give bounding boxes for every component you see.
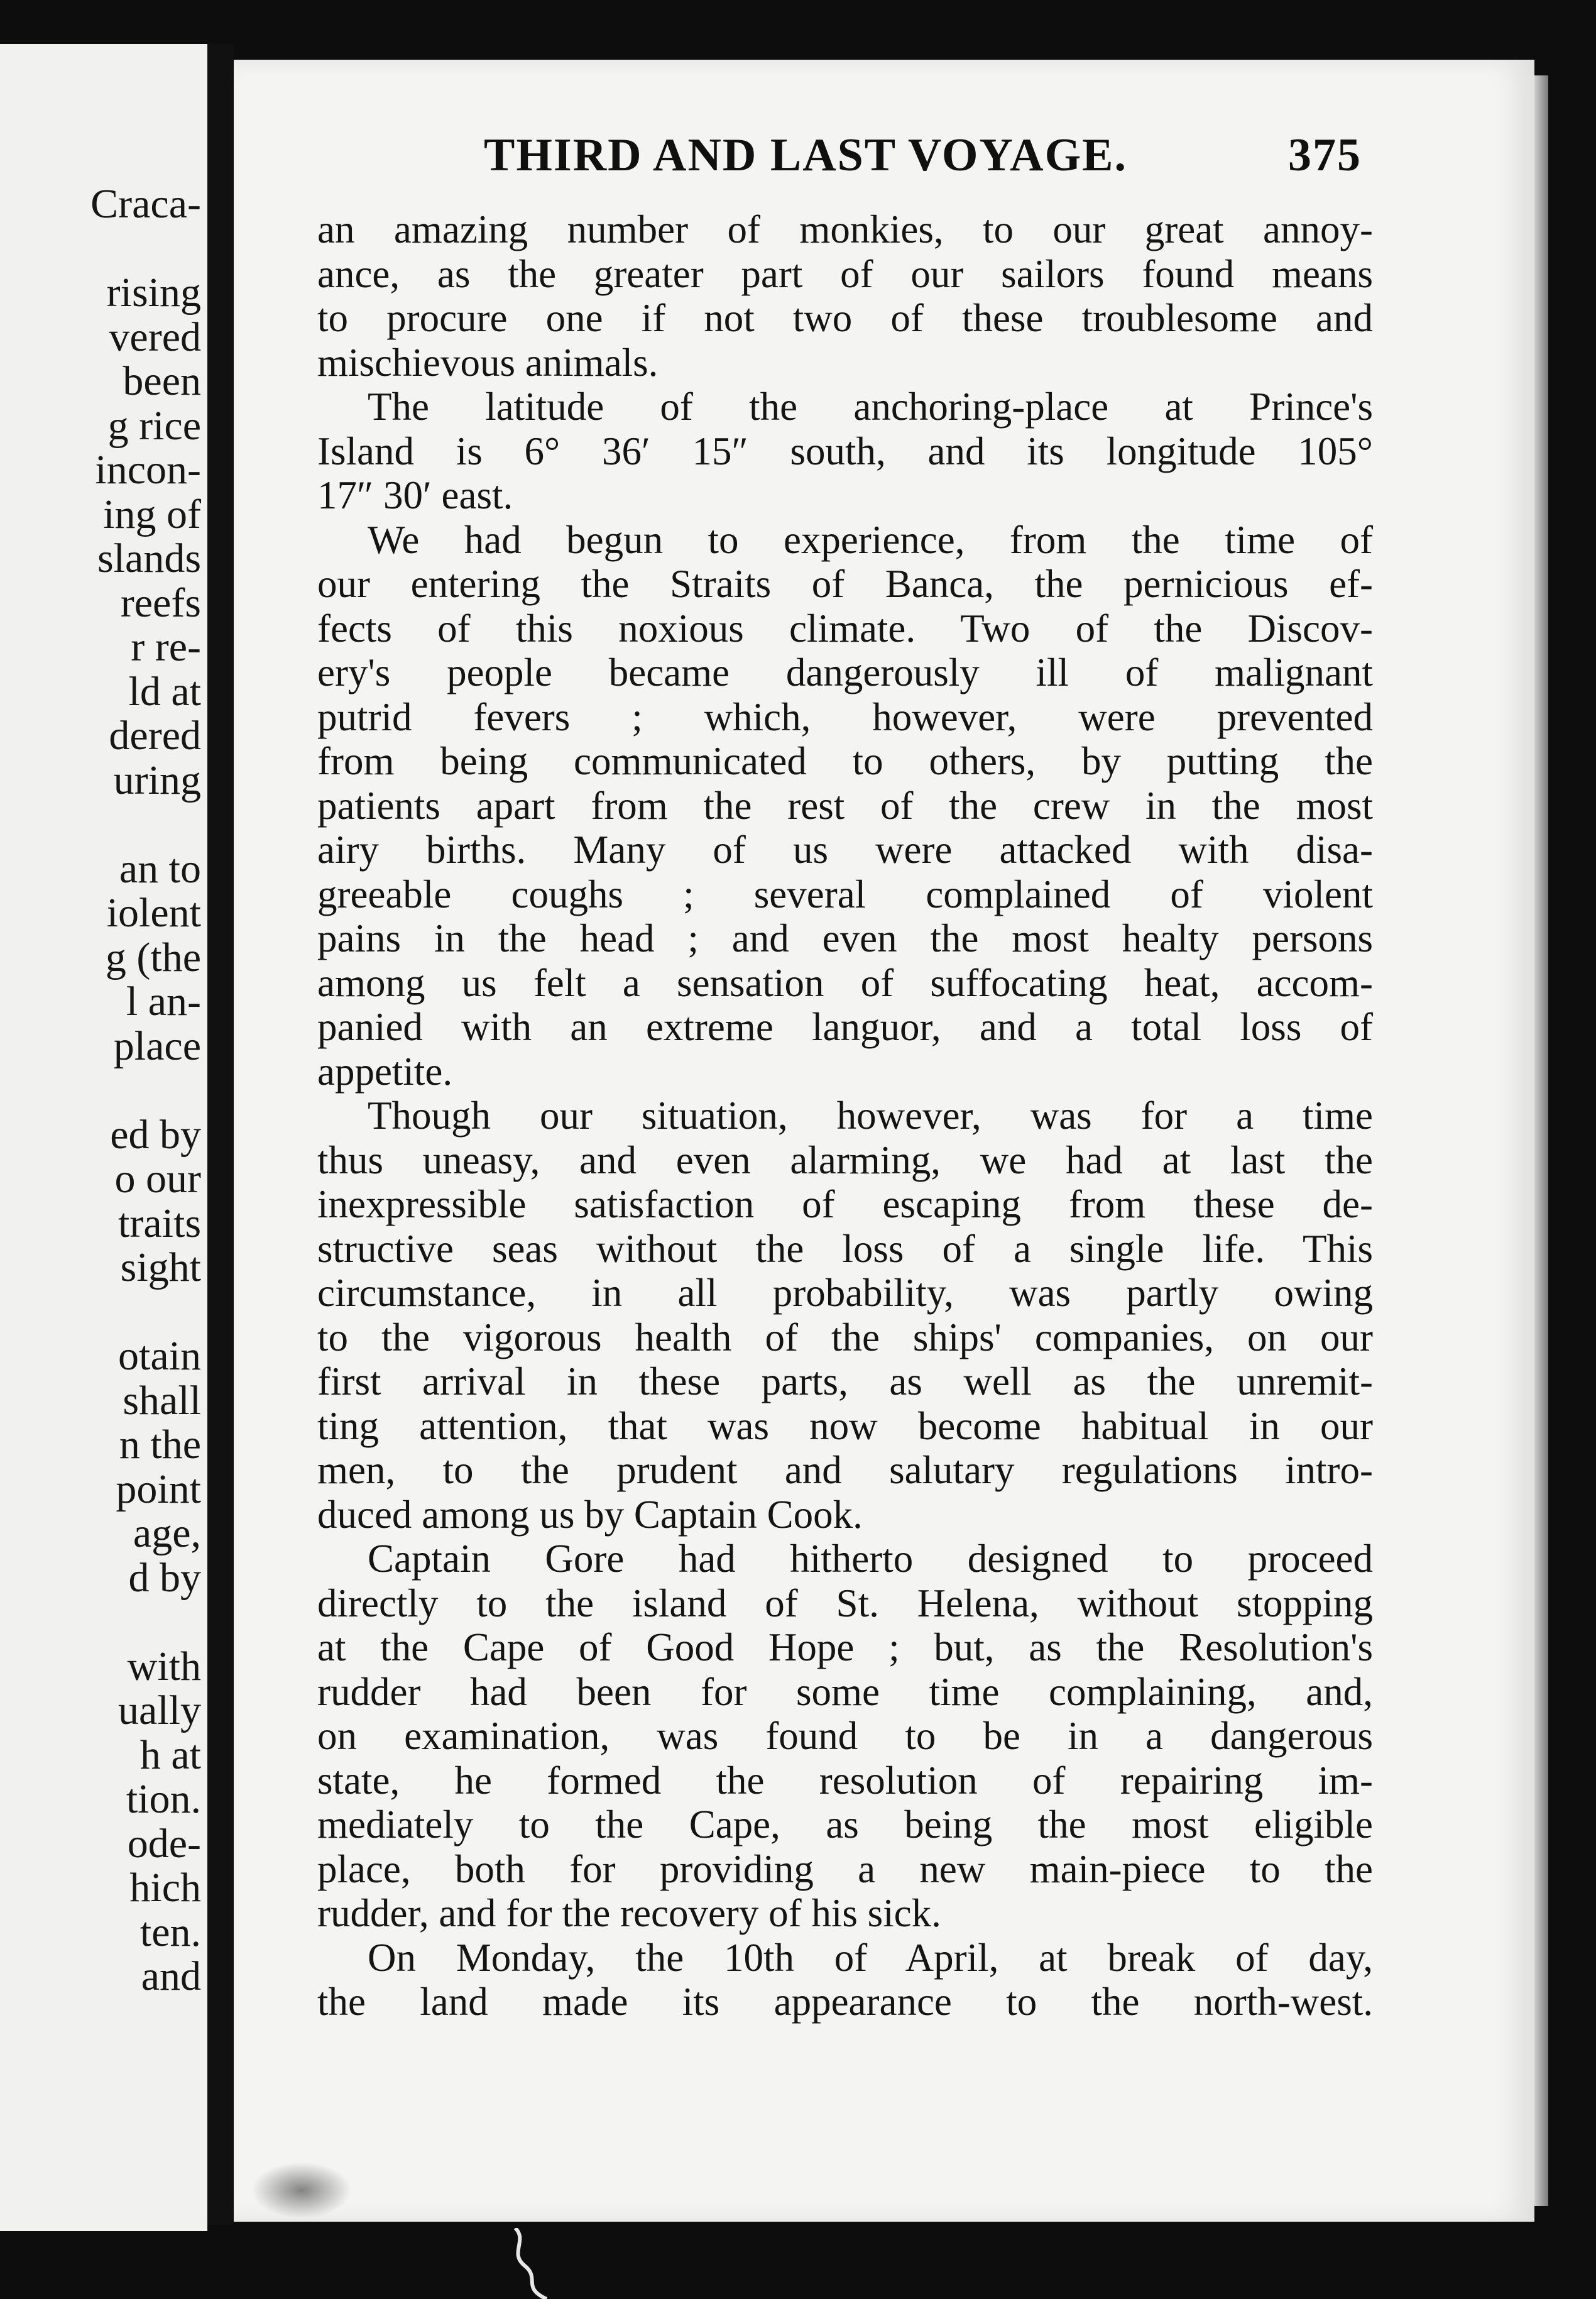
facing-page-line: l an-	[126, 979, 201, 1024]
text-line: appetite.	[317, 1049, 453, 1094]
facing-page-line: sight	[120, 1244, 201, 1290]
text-line: mischievous animals.	[317, 340, 659, 385]
facing-page-line: dered	[109, 713, 201, 759]
facing-page-line: point	[116, 1466, 201, 1512]
facing-page-line: ld at	[128, 668, 201, 715]
facing-page-line: g rice	[107, 402, 201, 449]
facing-page-line: n the	[119, 1422, 201, 1468]
text-line: structive seas without the loss of a single life. This	[317, 1226, 1373, 1271]
facing-page-line: tion.	[126, 1776, 201, 1822]
text-line: directly to the island of St. Helena, without stopping	[317, 1581, 1373, 1625]
facing-page-line: shall	[123, 1377, 201, 1424]
text-line: state, he formed the resolution of repairing im-	[317, 1758, 1373, 1802]
text-line: ery's people became dangerously ill of malignant	[317, 650, 1373, 694]
facing-page-line: rising	[106, 270, 201, 315]
text-line: Though our situation, however, was for a time	[368, 1094, 1373, 1138]
facing-page-line: been	[123, 358, 201, 404]
facing-page-line: ten.	[139, 1909, 201, 1955]
text-line: ting attention, that was now become habitual in our	[317, 1403, 1373, 1448]
text-line: an amazing number of monkies, to our great annoy-	[317, 207, 1373, 251]
running-title: THIRD AND LAST VOYAGE.	[484, 129, 1127, 181]
text-line: pains in the head ; and even the most healty persons	[317, 916, 1373, 960]
book-gutter	[207, 44, 234, 2225]
scan-artifact-mark	[503, 2228, 572, 2299]
facing-page-line: uring	[113, 757, 201, 803]
facing-page-line: ually	[118, 1687, 201, 1733]
ink-smudge	[251, 2162, 352, 2219]
text-line: mediately to the Cape, as being the most eligible	[317, 1802, 1373, 1846]
facing-page-line: and	[141, 1953, 201, 1999]
facing-page-line: otain	[118, 1333, 201, 1379]
body-text	[317, 207, 1373, 2024]
text-line: greeable coughs ; several complained of violent	[317, 872, 1373, 916]
facing-page-line	[0, 227, 201, 272]
text-line: fects of this noxious climate. Two of the Discov-	[317, 606, 1373, 650]
text-line: men, to the prudent and salutary regulations intro-	[317, 1448, 1373, 1492]
text-line: inexpressible satisfaction of escaping from these de-	[317, 1182, 1373, 1226]
facing-page-line: r re-	[131, 624, 201, 670]
facing-page-line: iolent	[106, 890, 201, 936]
text-line: thus uneasy, and even alarming, we had at last the	[317, 1138, 1373, 1182]
text-line: Island is 6° 36′ 15″ south, and its longitude 105°	[317, 429, 1373, 473]
facing-page-line: g (the	[105, 934, 201, 980]
text-line: our entering the Straits of Banca, the pernicious ef-	[317, 562, 1373, 606]
text-line: among us felt a sensation of suffocating heat, accom-	[317, 960, 1373, 1005]
text-line: duced among us by Captain Cook.	[317, 1492, 863, 1537]
facing-page-line: age,	[133, 1510, 201, 1556]
text-line: patients apart from the rest of the crew in the most	[317, 783, 1373, 828]
facing-page-text	[0, 182, 201, 1999]
facing-page-line: o our	[114, 1156, 201, 1202]
text-line: putrid fevers ; which, however, were prevented	[317, 694, 1373, 739]
facing-page-line	[0, 1290, 201, 1335]
facing-page-line: h at	[139, 1731, 201, 1778]
text-line: place, both for providing a new main-piece to the	[317, 1846, 1373, 1891]
facing-page-line: ing of	[103, 491, 201, 537]
facing-page-line: place	[113, 1023, 201, 1069]
facing-page-line	[0, 1068, 201, 1113]
facing-page-line: d by	[128, 1554, 201, 1601]
facing-page-line: traits	[118, 1200, 201, 1246]
facing-page-line: ed by	[110, 1111, 201, 1158]
text-line: to procure one if not two of these troublesome and	[317, 296, 1373, 340]
facing-page-line: with	[127, 1643, 201, 1689]
text-line: 17″ 30′ east.	[317, 473, 513, 517]
page-edge	[1534, 75, 1548, 2206]
facing-page-line: vered	[109, 314, 201, 360]
text-line: the land made its appearance to the north-west.	[317, 1980, 1373, 2024]
facing-page-left	[0, 44, 207, 2231]
facing-page-line: ode-	[127, 1820, 201, 1867]
running-header	[484, 129, 1364, 185]
text-line: from being communicated to others, by putting the	[317, 739, 1373, 783]
text-line: rudder had been for some time complaining, and,	[317, 1669, 1373, 1714]
text-line: airy births. Many of us were attacked with disa-	[317, 828, 1373, 872]
text-line: at the Cape of Good Hope ; but, as the Resolution's	[317, 1625, 1373, 1669]
facing-page-line: Craca-	[90, 181, 201, 227]
text-line: We had begun to experience, from the time of	[368, 517, 1373, 562]
facing-page-line: hich	[129, 1865, 201, 1911]
text-line: The latitude of the anchoring-place at Prince's	[368, 385, 1373, 429]
facing-page-line	[0, 1600, 201, 1645]
text-line: panied with an extreme languor, and a total loss of	[317, 1005, 1373, 1049]
facing-page-line: slands	[97, 535, 201, 581]
text-line: Captain Gore had hitherto designed to proceed	[368, 1537, 1373, 1581]
text-line: to the vigorous health of the ships' companies, on our	[317, 1315, 1373, 1359]
text-line: On Monday, the 10th of April, at break of day,	[368, 1935, 1373, 1980]
text-line: on examination, was found to be in a dangerous	[317, 1714, 1373, 1758]
facing-page-line: an to	[119, 845, 201, 892]
facing-page-line	[0, 803, 201, 847]
text-line: circumstance, in all probability, was partly owing	[317, 1271, 1373, 1315]
facing-page-line: reefs	[120, 579, 201, 626]
text-line: rudder, and for the recovery of his sick.	[317, 1891, 941, 1935]
text-line: first arrival in these parts, as well as the unremit-	[317, 1359, 1373, 1403]
text-line: ance, as the greater part of our sailors found means	[317, 251, 1373, 296]
page-number: 375	[1288, 129, 1362, 181]
facing-page-line: incon-	[95, 447, 201, 493]
